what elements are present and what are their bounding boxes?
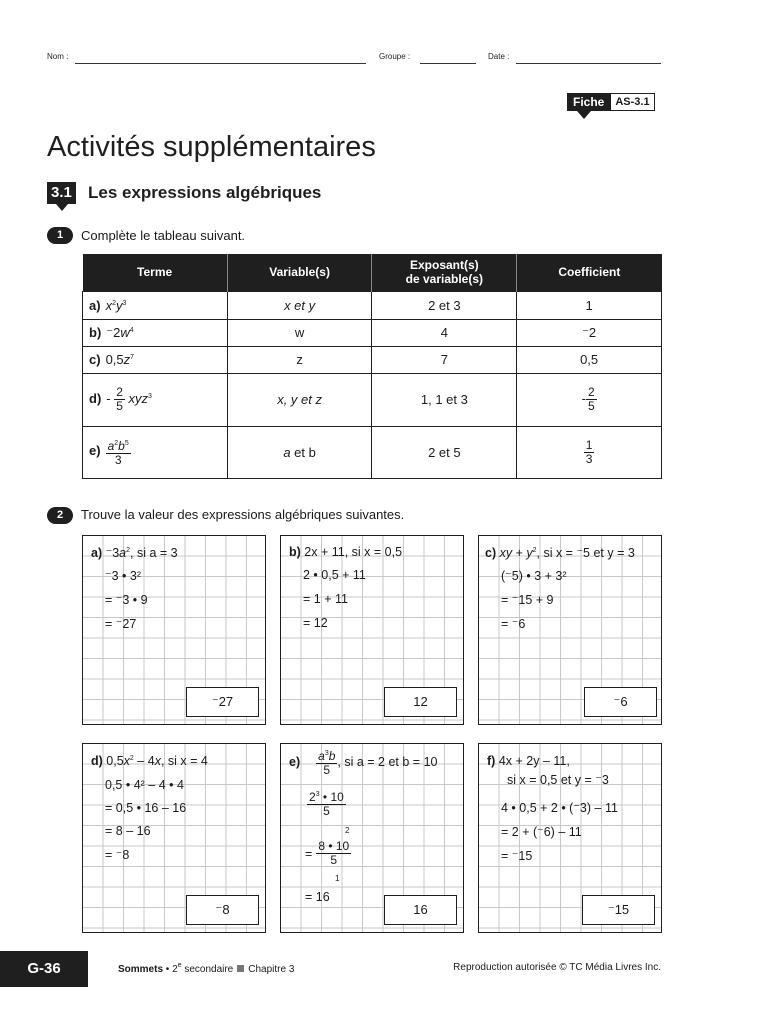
card-f-step-1: 4 • 0,5 + 2 • (⁻3) – 11 — [501, 801, 618, 815]
card-e-answer-box[interactable]: 16 — [384, 895, 457, 925]
coefficient-cell: ⁻2 — [517, 319, 662, 346]
variables-cell: w — [227, 319, 372, 346]
fiche-label: Fiche — [567, 93, 610, 111]
term-cell: d) - $\frac{2}{5}$ xyz$^3$ — [83, 373, 228, 426]
table-row — [83, 373, 662, 426]
card-e-cancel-bottom: 1 — [335, 874, 340, 883]
card-d-prompt: d) $0,5x^2 - 4x$, si x = 4 — [91, 754, 208, 768]
table-row — [83, 426, 662, 478]
footer-copyright: Reproduction autorisée © TC Média Livres Inc. — [453, 962, 661, 973]
coefficient-cell: 1 — [517, 291, 662, 319]
exercise-card-c — [478, 535, 662, 725]
coefficient-cell: $\frac{1}{3}$ — [517, 426, 662, 478]
page-title: Activités supplémentaires — [47, 131, 376, 163]
coefficient-cell: 0,5 — [517, 346, 662, 373]
header-terme: Terme — [83, 254, 228, 291]
card-e-step-1: $\frac{2^3 • 10}{5}$ — [309, 790, 344, 818]
card-c-prompt: c) xy + $y^2$, si x = ⁻5 et y = 3 — [485, 546, 635, 560]
exercise-card-f — [478, 743, 662, 933]
term-cell: e) $\frac{a^2b^5}{3}$ — [83, 426, 228, 478]
header-variables: Variable(s) — [227, 254, 372, 291]
variables-cell: z — [227, 346, 372, 373]
card-f-prompt: f) 4x + 2y – 11, — [487, 754, 570, 768]
exercise-card-d — [82, 743, 266, 933]
exposants-cell: 2 et 5 — [372, 426, 517, 478]
card-b-prompt: b) 2x + 11, si x = 0,5 — [289, 545, 403, 559]
card-b-step-3: = 12 — [303, 616, 328, 630]
card-c-step-2: = ⁻15 + 9 — [501, 593, 554, 607]
variables-cell: x et y — [227, 291, 372, 319]
card-e-prompt: e) $\frac{a^3b}{5}$ , si a = 2 et b = 10 — [289, 749, 438, 777]
card-a-prompt: a) $^-3a^2$, si a = 3 — [91, 546, 178, 560]
card-d-answer-box[interactable]: ⁻8 — [186, 895, 259, 925]
date-field[interactable] — [516, 63, 661, 64]
exposants-cell: 1, 1 et 3 — [372, 373, 517, 426]
exercise-card-a — [82, 535, 266, 725]
card-d-step-3: = 8 – 16 — [105, 824, 151, 838]
table-header-row — [83, 254, 662, 291]
card-b-step-1: 2 • 0,5 + 11 — [303, 568, 366, 582]
card-b-answer-box[interactable]: 12 — [384, 687, 457, 717]
table-row — [83, 346, 662, 373]
term-cell: b) $^-2w^4$ — [83, 319, 228, 346]
groupe-field[interactable] — [420, 63, 476, 64]
question-2-text: Trouve la valeur des expressions algébriques suivantes. — [81, 507, 405, 522]
card-f-answer-box[interactable]: ⁻15 — [582, 895, 655, 925]
date-label: Date : — [488, 52, 510, 61]
footer-book-info: Sommets • 2e secondaire Chapitre 3 — [118, 962, 295, 975]
card-c-step-3: = ⁻6 — [501, 617, 526, 631]
terms-table — [82, 254, 662, 479]
square-bullet-icon — [237, 965, 244, 972]
card-b-step-2: = 1 + 11 — [303, 592, 348, 606]
fiche-code: AS-3.1 — [610, 93, 654, 111]
exercise-card-b — [280, 535, 464, 725]
card-c-step-1: (⁻5) • 3 + 3² — [501, 569, 567, 583]
term-cell: a) $x^2y^3$ — [83, 291, 228, 319]
fiche-tag — [567, 93, 655, 111]
exposants-cell: 4 — [372, 319, 517, 346]
groupe-label: Groupe : — [379, 52, 411, 61]
card-c-answer-box[interactable]: ⁻6 — [584, 687, 657, 717]
exercise-card-e — [280, 743, 464, 933]
card-f-step-2: = 2 + (⁻6) – 11 — [501, 825, 582, 839]
section-title: Les expressions algébriques — [88, 183, 322, 202]
card-e-step-3: = 16 — [305, 890, 330, 904]
section-number: 3.1 — [47, 182, 76, 204]
card-a-step-1: ⁻3 • 3² — [105, 569, 141, 583]
header-exposants: Exposant(s) de variable(s) — [372, 254, 517, 291]
nom-field[interactable] — [75, 63, 366, 64]
card-e-cancel-top: 2 — [345, 826, 350, 835]
header-coefficient: Coefficient — [517, 254, 662, 291]
variables-cell: x, y et z — [227, 373, 372, 426]
table-row — [83, 291, 662, 319]
page-number: G-36 — [0, 951, 88, 987]
question-1-badge: 1 — [47, 227, 73, 244]
card-a-step-3: = ⁻27 — [105, 617, 137, 631]
nom-label: Nom : — [47, 52, 69, 61]
exposants-cell: 2 et 3 — [372, 291, 517, 319]
variables-cell: a et b — [227, 426, 372, 478]
card-a-answer-box[interactable]: ⁻27 — [186, 687, 259, 717]
exposants-cell: 7 — [372, 346, 517, 373]
card-d-step-2: = 0,5 • 16 – 16 — [105, 801, 187, 815]
card-f-step-3: = ⁻15 — [501, 849, 533, 863]
table-row — [83, 319, 662, 346]
card-f-condition: si x = 0,5 et y = ⁻3 — [507, 773, 609, 787]
term-cell: c) $0,5z^7$ — [83, 346, 228, 373]
question-2-badge: 2 — [47, 507, 73, 524]
card-e-step-2: = $\frac{8 • 10}{5}$ — [305, 839, 350, 867]
card-a-step-2: = ⁻3 • 9 — [105, 593, 148, 607]
coefficient-cell: - $\frac{2}{5}$ — [517, 373, 662, 426]
card-d-step-4: = ⁻8 — [105, 848, 130, 862]
question-1-text: Complète le tableau suivant. — [81, 228, 246, 243]
card-d-step-1: 0,5 • 4² – 4 • 4 — [105, 778, 184, 792]
